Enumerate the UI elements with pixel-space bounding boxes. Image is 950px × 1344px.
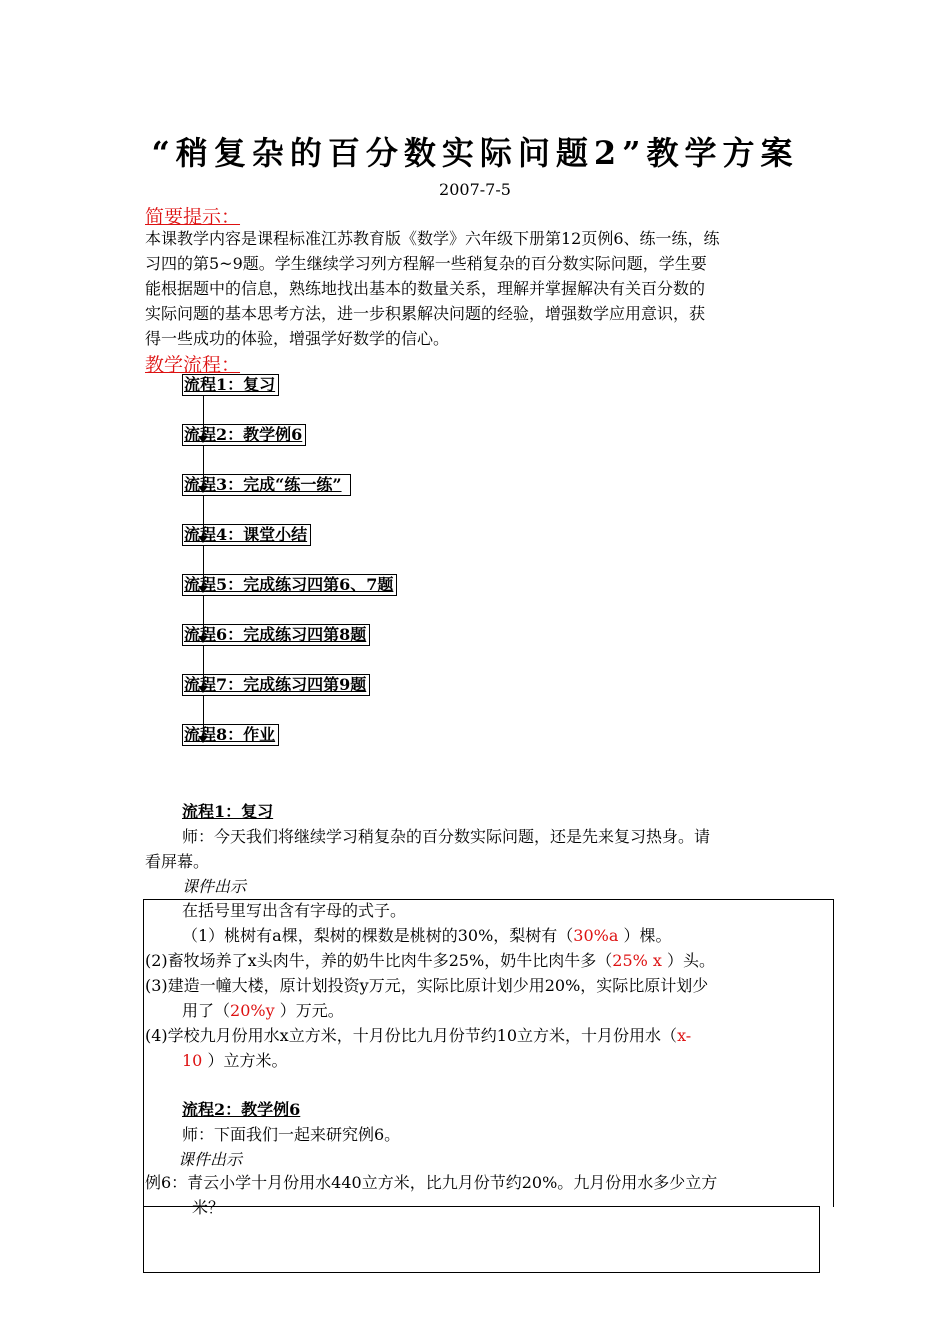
question-text: （1）桃树有a棵，梨树的棵数是桃树的30%，梨树有（ bbox=[182, 926, 574, 945]
example-line: 例6：青云小学十月份用水440立方米，比九月份节约20%。九月份用水多少立方 bbox=[145, 1173, 718, 1192]
question-text: ）立方米。 bbox=[202, 1051, 288, 1070]
exercise-question-3: (3)建造一幢大楼，原计划投资y万元，实际比原计划少用20%，实际比原计划少 bbox=[145, 976, 709, 995]
flow-step-6: 流程6：完成练习四第8题 bbox=[182, 624, 370, 646]
exercise-question-3-cont bbox=[182, 998, 344, 1023]
question-text: ）头。 bbox=[661, 951, 716, 970]
question-text: (4)学校九月份用水x立方米，十月份比九月份节约10立方米，十月份用水（ bbox=[145, 1026, 678, 1045]
summary-line: 本课教学内容是课程标准江苏教育版《数学》六年级下册第12页例6、练一练，练 bbox=[145, 229, 720, 248]
answer-text: 25% x bbox=[612, 951, 662, 970]
teacher-line: 看屏幕。 bbox=[145, 852, 210, 871]
courseware-label: 课件出示 bbox=[178, 1150, 243, 1169]
document-date: 2007-7-5 bbox=[439, 180, 511, 199]
flow-step-8: 流程8：作业 bbox=[182, 724, 279, 746]
page-title: “稍复杂的百分数实际问题2”教学方案 bbox=[151, 134, 799, 172]
flow-step-1: 流程1：复习 bbox=[182, 374, 279, 396]
answer-text: 20%y bbox=[230, 1001, 275, 1020]
summary-paragraph bbox=[145, 226, 810, 351]
summary-line: 实际问题的基本思考方法，进一步积累解决问题的经验，增强数学应用意识，获 bbox=[145, 304, 706, 323]
flow-step-5: 流程5：完成练习四第6、7题 bbox=[182, 574, 397, 596]
flow-step-7: 流程7：完成练习四第9题 bbox=[182, 674, 370, 696]
exercise-question-4-cont bbox=[182, 1048, 287, 1073]
flow-step-2: 流程2：教学例6 bbox=[182, 424, 306, 446]
exercise-instruction: 在括号里写出含有字母的式子。 bbox=[182, 901, 407, 920]
example-line: 米？ bbox=[192, 1198, 225, 1217]
flow-step-4: 流程4：课堂小结 bbox=[182, 524, 311, 546]
exercise-question-4 bbox=[145, 1023, 691, 1048]
exercise-question-2 bbox=[145, 948, 715, 973]
teacher-line: 师：下面我们一起来研究例6。 bbox=[182, 1125, 401, 1144]
answer-text: 30%a bbox=[573, 926, 619, 945]
courseware-label: 课件出示 bbox=[182, 877, 247, 896]
section1-heading: 流程1：复习 bbox=[182, 802, 274, 821]
flow-heading: 教学流程： bbox=[145, 354, 241, 376]
teacher-line: 师：今天我们将继续学习稍复杂的百分数实际问题，还是先来复习热身。请 bbox=[182, 827, 711, 846]
question-text: (2)畜牧场养了x头肉牛，养的奶牛比肉牛多25%，奶牛比肉牛多（ bbox=[145, 951, 613, 970]
summary-line: 习四的第5~9题。学生继续学习列方程解一些稍复杂的百分数实际问题，学生要 bbox=[145, 254, 707, 273]
question-text: ）棵。 bbox=[618, 926, 672, 945]
section2-heading: 流程2：教学例6 bbox=[182, 1100, 301, 1119]
answer-text: x- bbox=[677, 1026, 692, 1045]
summary-line: 能根据题中的信息，熟练地找出基本的数量关系，理解并掌握解决有关百分数的 bbox=[145, 279, 706, 298]
summary-heading: 简要提示： bbox=[145, 206, 241, 228]
example-box-lower bbox=[143, 1206, 820, 1273]
exercise-question-1 bbox=[182, 923, 672, 948]
flow-step-3: 流程3：完成“练一练” bbox=[182, 474, 351, 496]
answer-text: 10 bbox=[182, 1051, 203, 1070]
summary-line: 得一些成功的体验，增强学好数学的信心。 bbox=[145, 329, 450, 348]
question-text: ）万元。 bbox=[274, 1001, 344, 1020]
question-text: 用了（ bbox=[182, 1001, 231, 1020]
